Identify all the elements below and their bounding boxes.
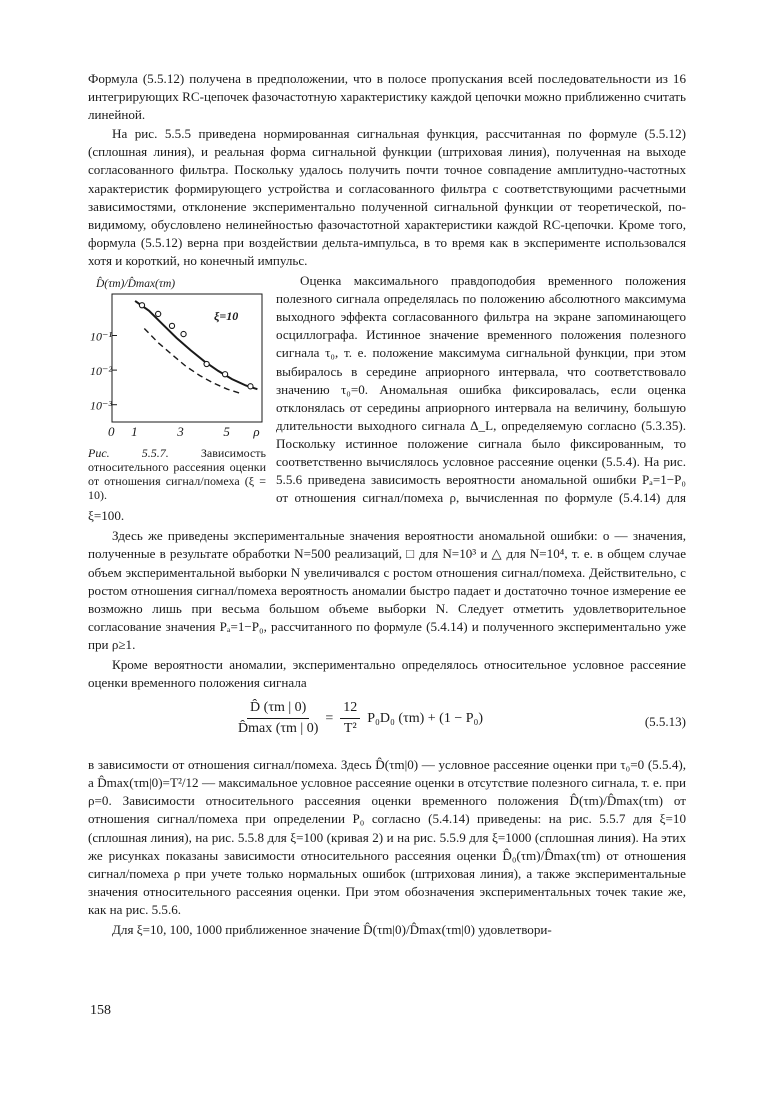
paragraph-2-start <box>88 125 686 270</box>
eq-lhs-denominator: D̂max (τm | 0) <box>238 721 319 737</box>
eq-lhs-numerator: D̂ (τm | 0) <box>247 700 309 719</box>
caption-label: Рис. 5.5.7. <box>88 446 169 461</box>
figure-caption <box>88 446 266 502</box>
paragraph-3: Оценка максимального правдоподобия временного положения полезного сигнала определялась по положению абсолютного максимума выходного эффекта согласованного фильтра на экране запоминающего осциллографа. Истинное значение временного положения полезного сигнала τ₀, т. е. положение максимума сигнальной функции, при этом выбиралось в середине априорного интервала, что соответствовало значению τ₀=0. Аномальная ошибка фиксировалась, если оценка отклонялась от середины априорного интервала на величину, большую длительности выходного сигнала Δ_L, определяемую согласно (5.3.35). Поскольку истинное положение сигнала было фиксированным, то соответственно вычислялось условное рассеяние оценки (5.5.4). На рис. 5.5.6 приведена зависимость вероятности аномальной ошибки Pₐ=1−P₀ от отношения сигнал/помеха ρ, вычисленная по формуле (5.4.14) для ξ=100. <box>88 273 686 524</box>
equation-5-5-13 <box>88 696 686 754</box>
equation-coef-fraction <box>340 700 360 737</box>
experiment-point <box>169 323 174 328</box>
y-tick-label: 10⁻³ <box>90 398 112 413</box>
page-content <box>88 70 686 939</box>
x-tick-label: 5 <box>223 424 230 440</box>
chart-annotation: ξ=10 <box>214 309 239 324</box>
x-tick-label: 1 <box>131 424 138 440</box>
y-tick-label: 10⁻¹ <box>90 329 112 344</box>
normal-errors-curve <box>144 329 241 394</box>
experiment-point <box>156 311 161 316</box>
figure-block <box>88 272 686 525</box>
paragraph-7: Для ξ=10, 100, 1000 приближенное значение D̂(τm|0)/D̂max(τm|0) удовлетвори- <box>112 922 552 938</box>
paragraph-2-text: На рис. 5.5.5 приведена нормированная сигнальная функция, рассчитанная по формуле (5.5.12) (сплошная линия), и реальная форма сигнальной функции (штриховая линия), полученная на выходе согласованного фильтра. Поскольку удалось получить почти точное совпадение амплитудно-частотных характеристик формирующего устройства и согласованного фильтра с соответствующими расчетными зависимостями, отклонение экспериментально полученной сигнальной функции от теоретической, по-видимому, обусловлено нелинейностью фазочастотной характеристики каждой RC-цепочки. Кроме того, формула (5.5.12) верна при воздействии дельта-импульса, в то время как в эксперименте использовался хотя и короткий, но конечный импульс. <box>88 126 686 268</box>
eq-equals: = <box>325 710 334 726</box>
eq-coef-denominator: T² <box>343 721 357 737</box>
caption-text: Зависимость относительного рассеяния оценки от отношения сигнал/помеха (ξ = 10). <box>88 446 267 503</box>
paragraph-4: Здесь же приведены экспериментальные значения вероятности аномальной ошибки: о — значения, полученные в результате обработки N=500 реализаций, □ для N=10³ и △ для N=10⁴, т. е. в общем случае объем экспериментальной выборки N увеличивался с ростом отношения сигнал/помеха. Действительно, с ростом отношения сигнал/помеха вероятность аномалии быстро падает и достаточно точное измерение ее возможно лишь при весьма большом объеме выборки N. Следует отметить удовлетворительное согласование значения Pₐ=1−P₀, рассчитанного по формуле (5.4.14) и полученного экспериментально уже при ρ≥1. <box>88 528 686 652</box>
paragraph-1: Формула (5.5.12) получена в предположении, что в полосе пропускания всей последовательности из 16 интегрирующих RC-цепочек фазочастотную характеристику каждой цепочки можно приближенно считать линейной. <box>88 71 686 123</box>
paragraph-5: Кроме вероятности аномалии, экспериментально определялось относительное условное рассеяние оценки временного положения сигнала <box>88 657 686 691</box>
page-number: 158 <box>90 1003 111 1018</box>
paragraph-6: в зависимости от отношения сигнал/помеха. Здесь D̂(τm|0) — условное рассеяние оценки при τ₀=0 (5.5.4), а D̂max(τm|0)=T²/12 — максимальное условное рассеяние оценки в отсутствие полезного сигнала, т. е. при ρ=0. Зависимости относительного рассеяния оценки временного положения D̂(τm)/D̂max(τm) от отношения сигнал/помеха при определении P₀ согласно (5.4.14) приведены: на рис. 5.5.7 для ξ=10 (сплошная линия), на рис. 5.5.8 для ξ=100 (кривая 2) и на рис. 5.5.9 для ξ=1000 (сплошная линия). На этих же рисунках показаны зависимости относительного рассеяния оценки D̂₀(τm)/D̂max(τm) от отношения сигнал/помеха ρ при учете только нормальных ошибок (штриховая линия), а также экспериментальные значения относительного рассеяния оценки. При этом обозначения экспериментальных точек такие же, как на рис. 5.5.6. <box>88 757 686 917</box>
plot-frame <box>112 294 262 422</box>
experiment-point <box>248 384 253 389</box>
figure-5-5-7 <box>88 274 266 502</box>
experiment-point <box>204 361 209 366</box>
eq-rhs: P₀D₀ (τm) + (1 − P₀) <box>367 710 484 726</box>
x-tick-label: 0 <box>108 424 115 440</box>
y-tick-label: 10⁻² <box>90 364 112 379</box>
x-tick-label: 3 <box>177 424 184 440</box>
eq-coef-numerator: 12 <box>340 700 360 719</box>
equation-lhs-fraction <box>238 700 318 737</box>
equation-number: (5.5.13) <box>644 714 686 730</box>
chart-ylabel: D̂(τm)/D̂max(τm) <box>96 278 176 291</box>
experiment-point <box>222 372 227 377</box>
experiment-point <box>139 303 144 308</box>
theory-curve <box>135 301 257 389</box>
equation-body <box>234 700 483 737</box>
experiment-point <box>181 332 186 337</box>
x-tick-label: ρ <box>253 424 260 440</box>
figure-chart <box>88 274 266 444</box>
